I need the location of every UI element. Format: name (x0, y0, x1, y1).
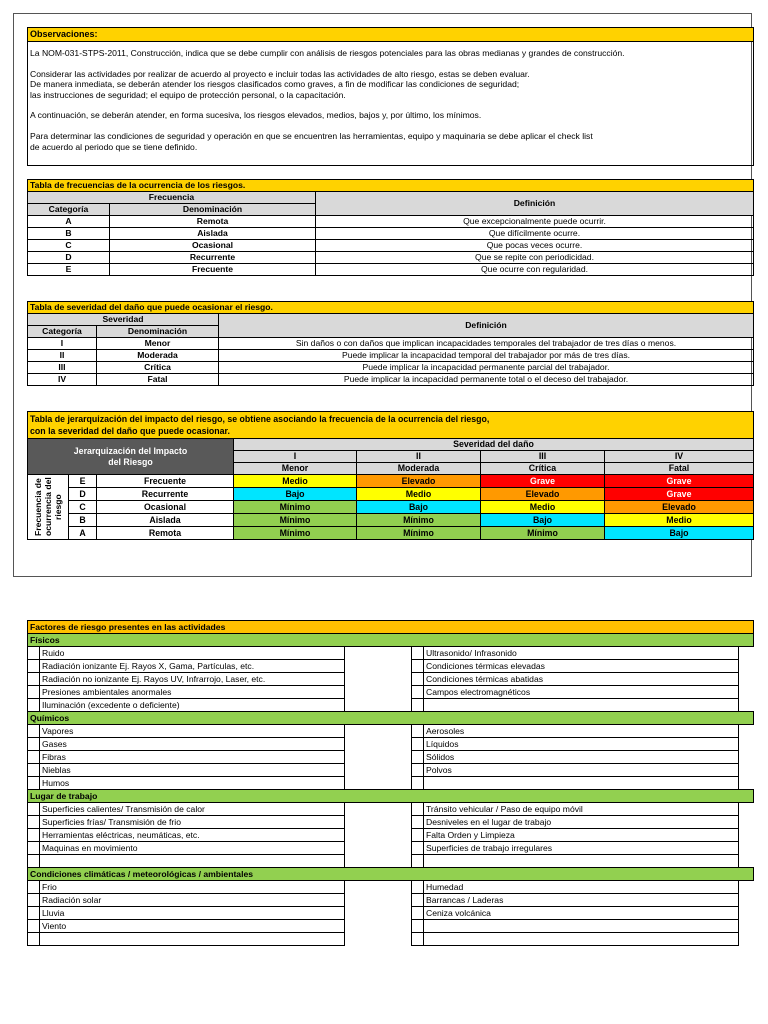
cell-denominacion: Fatal (97, 374, 219, 386)
factores-section-header: Condiciones climáticas / meteorológicas / ambientales (28, 868, 754, 881)
table-row (28, 362, 754, 374)
left-factor-label: Gases (40, 738, 345, 751)
right-extra-cell[interactable] (739, 829, 754, 842)
matrix-denominacion: Recurrente (97, 488, 234, 501)
left-check-cell[interactable] (28, 673, 40, 686)
column-gap[interactable] (345, 816, 412, 829)
right-extra-cell[interactable] (739, 660, 754, 673)
frecuencia-side-label (28, 475, 69, 540)
frecuencia-title: Tabla de frecuencias de la ocurrencia de los riesgos. (28, 180, 754, 192)
factores-section-row (28, 868, 754, 881)
cell-definicion: Puede implicar la incapacidad temporal del trabajador por más de tres días. (219, 350, 754, 362)
sev-col-num: III (481, 451, 605, 463)
cell-categoria: B (28, 228, 110, 240)
right-factor-label: Ceniza volcánica (424, 907, 739, 920)
table-row (28, 751, 754, 764)
table-row (28, 725, 754, 738)
right-factor-label (424, 777, 739, 790)
jerarquizacion-corner: Jerarquización del Impacto del Riesgo (28, 439, 234, 475)
frecuencia-table (27, 179, 754, 276)
sev-col-name: Moderada (357, 463, 481, 475)
jerarquizacion-title-line2: con la severidad del daño que puede ocasionar. (30, 426, 230, 436)
frecuencia-categoria-header: Categoría (28, 204, 110, 216)
right-check-cell[interactable] (412, 894, 424, 907)
right-extra-cell[interactable] (739, 647, 754, 660)
right-extra-cell[interactable] (739, 725, 754, 738)
table-row (28, 907, 754, 920)
table-row (28, 647, 754, 660)
left-factor-label (40, 933, 345, 946)
matrix-cell: Grave (605, 488, 754, 501)
cell-denominacion: Moderada (97, 350, 219, 362)
right-check-cell[interactable] (412, 803, 424, 816)
table-row (28, 764, 754, 777)
sev-col-name: Fatal (605, 463, 754, 475)
severidad-denominacion-header: Denominación (97, 326, 219, 338)
table-row (28, 920, 754, 933)
column-gap[interactable] (345, 647, 412, 660)
matrix-cell: Medio (481, 501, 605, 514)
jerarquizacion-table (27, 411, 754, 540)
matrix-cell: Bajo (481, 514, 605, 527)
factores-section-row (28, 790, 754, 803)
matrix-cell: Medio (234, 475, 357, 488)
left-check-cell[interactable] (28, 855, 40, 868)
right-check-cell[interactable] (412, 738, 424, 751)
column-gap[interactable] (345, 933, 412, 946)
factores-section-header: Lugar de trabajo (28, 790, 754, 803)
left-factor-label: Humos (40, 777, 345, 790)
column-gap[interactable] (345, 829, 412, 842)
left-check-cell[interactable] (28, 699, 40, 712)
left-check-cell[interactable] (28, 933, 40, 946)
matrix-denominacion: Ocasional (97, 501, 234, 514)
sev-col-name: Crítica (481, 463, 605, 475)
frecuencia-definicion-header: Definición (316, 192, 754, 216)
table-row (28, 350, 754, 362)
right-check-cell[interactable] (412, 777, 424, 790)
observaciones-paragraph: Para determinar las condiciones de seguridad y operación en que se encuentren las herramientas, equipo y maquinaria se debe aplicar el check list de acuerdo al periodo que se tiene definido. (30, 130, 593, 152)
left-factor-label: Vapores (40, 725, 345, 738)
matrix-denominacion: Remota (97, 527, 234, 540)
right-factor-label: Barrancas / Laderas (424, 894, 739, 907)
table-row (28, 894, 754, 907)
right-extra-cell[interactable] (739, 842, 754, 855)
cell-denominacion: Remota (110, 216, 316, 228)
cell-categoria: A (28, 216, 110, 228)
column-gap[interactable] (345, 660, 412, 673)
sev-col-num: I (234, 451, 357, 463)
cell-denominacion: Menor (97, 338, 219, 350)
matrix-cell: Elevado (481, 488, 605, 501)
sev-col-num: II (357, 451, 481, 463)
left-factor-label: Radiación ionizante Ej. Rayos X, Gama, Partículas, etc. (40, 660, 345, 673)
left-check-cell[interactable] (28, 751, 40, 764)
column-gap[interactable] (345, 894, 412, 907)
right-extra-cell[interactable] (739, 933, 754, 946)
left-check-cell[interactable] (28, 686, 40, 699)
cell-definicion: Que difícilmente ocurre. (316, 228, 754, 240)
factores-table (27, 620, 754, 946)
factores-title: Factores de riesgo presentes en las actividades (28, 621, 754, 634)
column-gap[interactable] (345, 764, 412, 777)
right-extra-cell[interactable] (739, 764, 754, 777)
right-extra-cell[interactable] (739, 894, 754, 907)
left-check-cell[interactable] (28, 920, 40, 933)
matrix-cell: Elevado (357, 475, 481, 488)
column-gap[interactable] (345, 699, 412, 712)
column-gap[interactable] (345, 907, 412, 920)
matrix-cell: Mínimo (234, 514, 357, 527)
matrix-cell: Mínimo (481, 527, 605, 540)
right-check-cell[interactable] (412, 842, 424, 855)
column-gap[interactable] (345, 777, 412, 790)
cell-definicion: Que pocas veces ocurre. (316, 240, 754, 252)
factores-section-header: Químicos (28, 712, 754, 725)
cell-definicion: Que ocurre con regularidad. (316, 264, 754, 276)
observaciones-title: Observaciones: (28, 28, 753, 42)
right-extra-cell[interactable] (739, 777, 754, 790)
left-factor-label: Superficies calientes/ Transmisión de calor (40, 803, 345, 816)
frecuencia-group-header: Frecuencia (28, 192, 316, 204)
matrix-row (28, 514, 754, 527)
right-check-cell[interactable] (412, 673, 424, 686)
matrix-cell: Medio (605, 514, 754, 527)
right-factor-label (424, 920, 739, 933)
table-row (28, 228, 754, 240)
table-row (28, 374, 754, 386)
column-gap[interactable] (345, 920, 412, 933)
right-check-cell[interactable] (412, 725, 424, 738)
left-factor-label: Nieblas (40, 764, 345, 777)
severidad-dano-header: Severidad del daño (234, 439, 754, 451)
left-factor-label: Herramientas eléctricas, neumáticas, etc. (40, 829, 345, 842)
observaciones-paragraph: Considerar las actividades por realizar de acuerdo al proyecto e incluir todas las actividades de alto riesgo, estas se deben evaluar. De manera inmediata, se deberán atender los riesgos clasificados como graves, a fin de modificar las condiciones de seguridad; las instrucciones de seguridad; el equipo de protección personal, o la capacitación. (30, 68, 530, 100)
factores-section-header: Físicos (28, 634, 754, 647)
cell-definicion: Que excepcionalmente puede ocurrir. (316, 216, 754, 228)
factores-section-row (28, 634, 754, 647)
cell-denominacion: Recurrente (110, 252, 316, 264)
table-row (28, 673, 754, 686)
right-check-cell[interactable] (412, 881, 424, 894)
cell-denominacion: Crítica (97, 362, 219, 374)
right-check-cell[interactable] (412, 699, 424, 712)
table-row (28, 855, 754, 868)
table-row (28, 240, 754, 252)
right-factor-label: Superficies de trabajo irregulares (424, 842, 739, 855)
matrix-categoria: B (69, 514, 97, 527)
table-row (28, 699, 754, 712)
matrix-cell: Bajo (357, 501, 481, 514)
cell-definicion: Puede implicar la incapacidad permanente total o el deceso del trabajador. (219, 374, 754, 386)
right-check-cell[interactable] (412, 829, 424, 842)
right-check-cell[interactable] (412, 907, 424, 920)
right-factor-label: Ultrasonido/ Infrasonido (424, 647, 739, 660)
left-check-cell[interactable] (28, 803, 40, 816)
column-gap[interactable] (345, 803, 412, 816)
table-row (28, 881, 754, 894)
table-row (28, 816, 754, 829)
right-check-cell[interactable] (412, 686, 424, 699)
table-row (28, 933, 754, 946)
left-check-cell[interactable] (28, 907, 40, 920)
right-check-cell[interactable] (412, 764, 424, 777)
left-factor-label: Lluvia (40, 907, 345, 920)
right-check-cell[interactable] (412, 855, 424, 868)
matrix-categoria: A (69, 527, 97, 540)
sev-col-num: IV (605, 451, 754, 463)
table-row (28, 252, 754, 264)
cell-definicion: Puede implicar la incapacidad permanente parcial del trabajador. (219, 362, 754, 374)
cell-categoria: IV (28, 374, 97, 386)
right-extra-cell[interactable] (739, 699, 754, 712)
table-row (28, 803, 754, 816)
column-gap[interactable] (345, 751, 412, 764)
left-check-cell[interactable] (28, 829, 40, 842)
column-gap[interactable] (345, 725, 412, 738)
right-check-cell[interactable] (412, 816, 424, 829)
right-factor-label: Aerosoles (424, 725, 739, 738)
column-gap[interactable] (345, 686, 412, 699)
frecuencia-side-label-text: Frecuencia de ocurrencia del riesgo (33, 477, 63, 537)
left-factor-label: Iluminación (excedente o deficiente) (40, 699, 345, 712)
right-check-cell[interactable] (412, 660, 424, 673)
cell-categoria: C (28, 240, 110, 252)
severidad-table (27, 301, 754, 386)
severidad-categoria-header: Categoría (28, 326, 97, 338)
matrix-categoria: C (69, 501, 97, 514)
left-factor-label: Radiación no ionizante Ej. Rayos UV, Infrarrojo, Laser, etc. (40, 673, 345, 686)
sev-col-name: Menor (234, 463, 357, 475)
matrix-categoria: D (69, 488, 97, 501)
matrix-cell: Mínimo (357, 514, 481, 527)
table-row (28, 660, 754, 673)
table-row (28, 777, 754, 790)
right-factor-label (424, 699, 739, 712)
frecuencia-denominacion-header: Denominación (110, 204, 316, 216)
left-factor-label: Ruido (40, 647, 345, 660)
right-extra-cell[interactable] (739, 816, 754, 829)
cell-definicion: Sin daños o con daños que implican incapacidades temporales del trabajador de tres días o menos. (219, 338, 754, 350)
column-gap[interactable] (345, 738, 412, 751)
matrix-cell: Grave (605, 475, 754, 488)
left-factor-label (40, 855, 345, 868)
right-factor-label (424, 855, 739, 868)
right-factor-label: Condiciones térmicas abatidas (424, 673, 739, 686)
matrix-cell: Bajo (234, 488, 357, 501)
right-check-cell[interactable] (412, 647, 424, 660)
cell-categoria: E (28, 264, 110, 276)
column-gap[interactable] (345, 842, 412, 855)
matrix-cell: Grave (481, 475, 605, 488)
cell-categoria: I (28, 338, 97, 350)
right-extra-cell[interactable] (739, 738, 754, 751)
severidad-definicion-header: Definición (219, 314, 754, 338)
right-extra-cell[interactable] (739, 907, 754, 920)
matrix-cell: Bajo (605, 527, 754, 540)
table-row (28, 842, 754, 855)
right-extra-cell[interactable] (739, 751, 754, 764)
factores-section-row (28, 712, 754, 725)
left-check-cell[interactable] (28, 647, 40, 660)
left-factor-label: Superficies frías/ Transmisión de frio (40, 816, 345, 829)
matrix-cell: Mínimo (234, 527, 357, 540)
left-check-cell[interactable] (28, 842, 40, 855)
severidad-title: Tabla de severidad del daño que puede ocasionar el riesgo. (28, 302, 754, 314)
left-factor-label: Presiones ambientales anormales (40, 686, 345, 699)
matrix-row (28, 488, 754, 501)
left-factor-label: Radiación solar (40, 894, 345, 907)
cell-denominacion: Frecuente (110, 264, 316, 276)
cell-definicion: Que se repite con periodicidad. (316, 252, 754, 264)
observaciones-paragraph: A continuación, se deberán atender, en forma sucesiva, los riesgos elevados, medios, bajos y, por último, los mínimos. (30, 110, 482, 121)
right-factor-label: Polvos (424, 764, 739, 777)
right-extra-cell[interactable] (739, 881, 754, 894)
cell-categoria: II (28, 350, 97, 362)
right-extra-cell[interactable] (739, 673, 754, 686)
table-row (28, 829, 754, 842)
table-row (28, 216, 754, 228)
jerarquizacion-title (28, 412, 754, 439)
cell-denominacion: Aislada (110, 228, 316, 240)
left-check-cell[interactable] (28, 894, 40, 907)
matrix-row (28, 527, 754, 540)
observaciones-paragraph: La NOM-031-STPS-2011, Construcción, indica que se debe cumplir con análisis de riesgos potenciales para las obras medianas y grandes de construcción. (30, 48, 625, 58)
column-gap[interactable] (345, 673, 412, 686)
table-row (28, 264, 754, 276)
table-row (28, 686, 754, 699)
left-factor-label: Frio (40, 881, 345, 894)
right-extra-cell[interactable] (739, 920, 754, 933)
table-row (28, 738, 754, 751)
observaciones-box (27, 27, 754, 166)
matrix-cell: Mínimo (234, 501, 357, 514)
column-gap[interactable] (345, 881, 412, 894)
matrix-denominacion: Frecuente (97, 475, 234, 488)
left-factor-label: Fibras (40, 751, 345, 764)
left-check-cell[interactable] (28, 816, 40, 829)
left-check-cell[interactable] (28, 777, 40, 790)
right-factor-label: Campos electromagnéticos (424, 686, 739, 699)
left-check-cell[interactable] (28, 764, 40, 777)
matrix-row (28, 475, 754, 488)
right-factor-label: Tránsito vehicular / Paso de equipo móvil (424, 803, 739, 816)
severidad-group-header: Severidad (28, 314, 219, 326)
column-gap[interactable] (345, 855, 412, 868)
right-extra-cell[interactable] (739, 855, 754, 868)
right-extra-cell[interactable] (739, 803, 754, 816)
cell-categoria: III (28, 362, 97, 374)
right-factor-label: Líquidos (424, 738, 739, 751)
left-factor-label: Viento (40, 920, 345, 933)
left-check-cell[interactable] (28, 881, 40, 894)
right-check-cell[interactable] (412, 920, 424, 933)
matrix-row (28, 501, 754, 514)
right-check-cell[interactable] (412, 751, 424, 764)
left-check-cell[interactable] (28, 738, 40, 751)
left-check-cell[interactable] (28, 660, 40, 673)
right-factor-label: Desniveles en el lugar de trabajo (424, 816, 739, 829)
right-extra-cell[interactable] (739, 686, 754, 699)
cell-denominacion: Ocasional (110, 240, 316, 252)
cell-categoria: D (28, 252, 110, 264)
right-check-cell[interactable] (412, 933, 424, 946)
left-factor-label: Maquinas en movimiento (40, 842, 345, 855)
right-factor-label: Condiciones térmicas elevadas (424, 660, 739, 673)
table-row (28, 338, 754, 350)
right-factor-label: Falta Orden y Limpieza (424, 829, 739, 842)
matrix-cell: Medio (357, 488, 481, 501)
matrix-cell: Mínimo (357, 527, 481, 540)
left-check-cell[interactable] (28, 725, 40, 738)
right-factor-label (424, 933, 739, 946)
matrix-categoria: E (69, 475, 97, 488)
matrix-denominacion: Aislada (97, 514, 234, 527)
jerarquizacion-title-line1: Tabla de jerarquización del impacto del riesgo, se obtiene asociando la frecuencia de la ocurrencia del riesgo, (30, 414, 490, 424)
right-factor-label: Humedad (424, 881, 739, 894)
matrix-cell: Elevado (605, 501, 754, 514)
right-factor-label: Sólidos (424, 751, 739, 764)
